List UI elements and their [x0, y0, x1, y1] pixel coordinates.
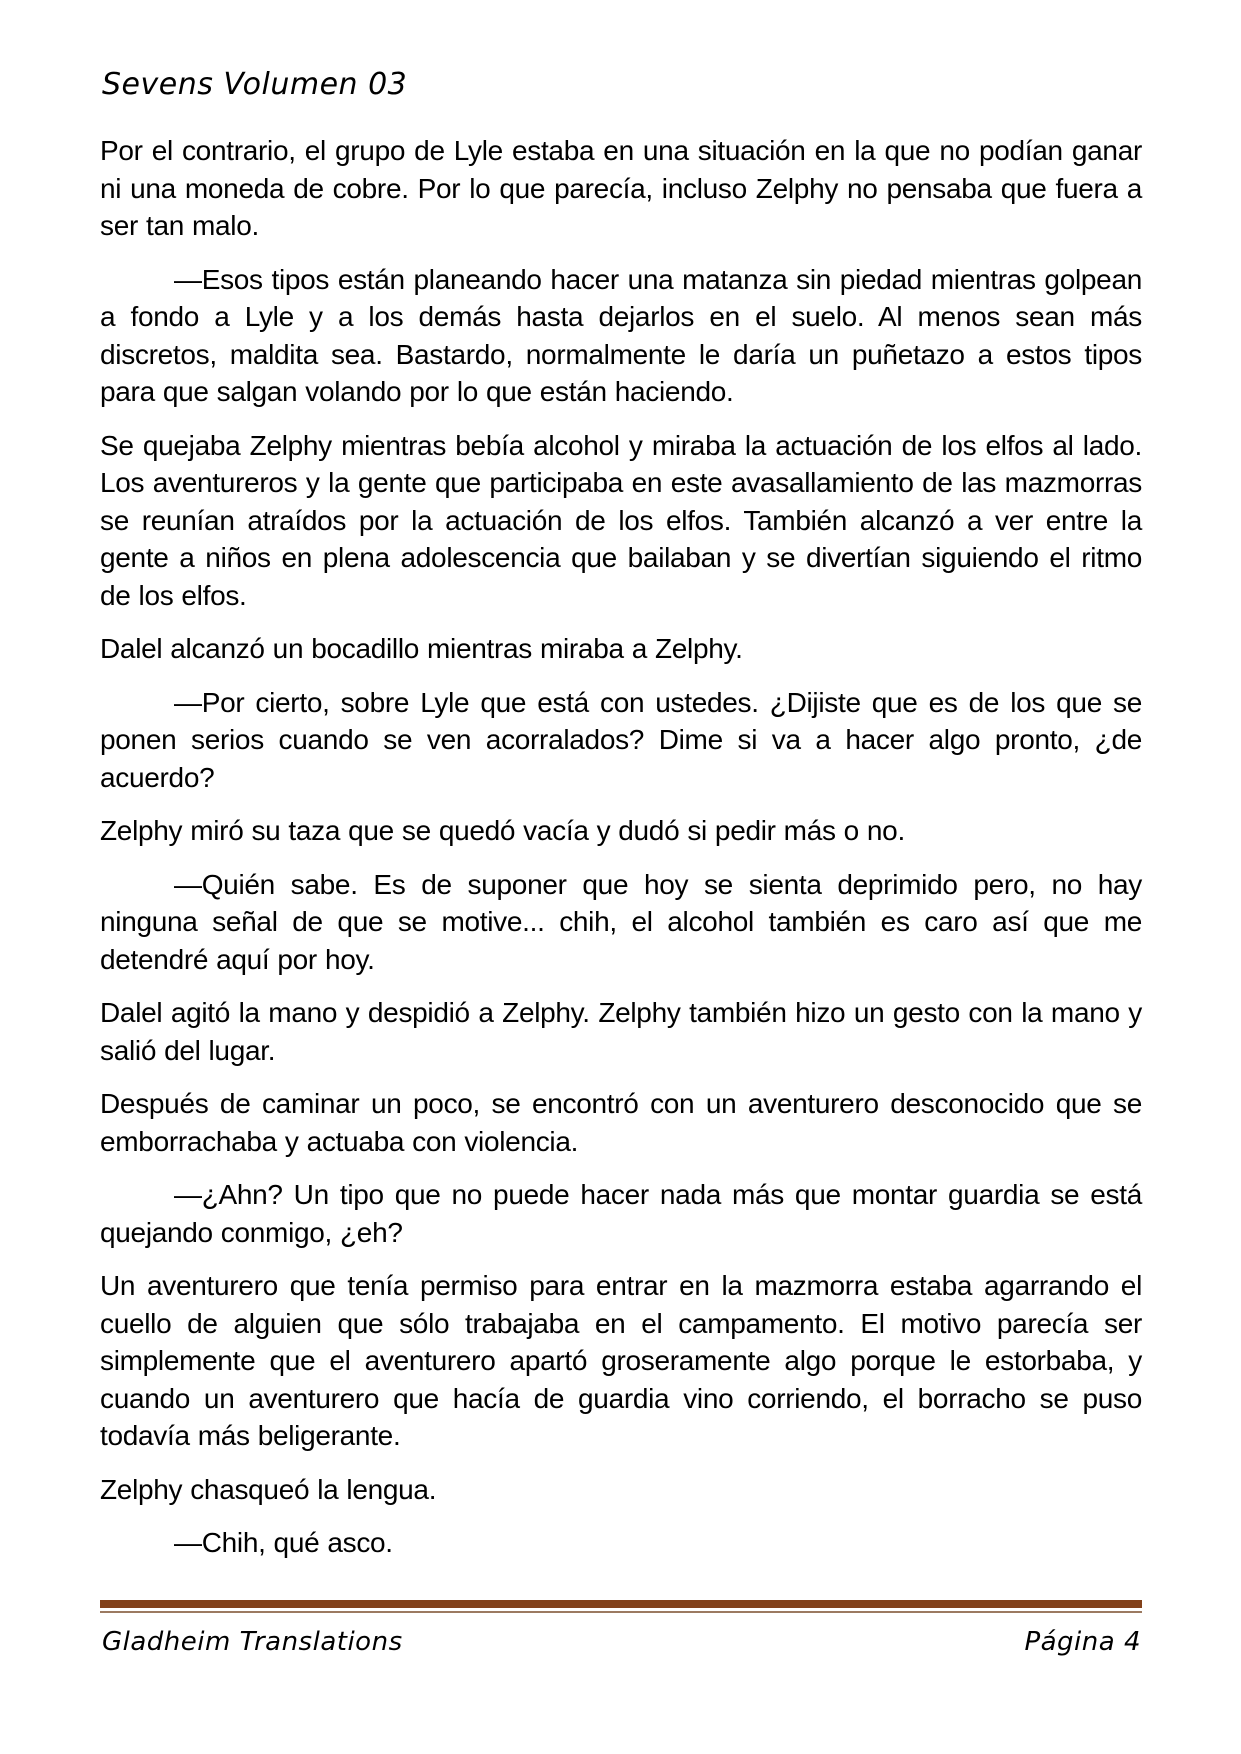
paragraph: —Chih, qué asco. [174, 1527, 393, 1558]
header-title: Sevens Volumen 03 [102, 67, 408, 102]
paragraph: —Esos tipos están planeando hacer una matanza sin piedad mientras golpean a fondo a Lyle y a los demás hasta dejarlos en el suelo. Al menos sean más discretos, maldita sea. Bastardo, normalmente le daría un puñetazo a estos tipos para que salgan volando por lo que están haciendo. [100, 263, 1142, 407]
paragraph: Después de caminar un poco, se encontró con un aventurero desconocido que se emborrachaba y actuaba con violencia. [100, 1088, 1142, 1157]
paragraph: Se quejaba Zelphy mientras bebía alcohol y miraba la actuación de los elfos al lado. Los aventureros y la gente que participaba en este avasallamiento de las mazmorras se reunían atraídos por la actuación de los elfos. También alcanzó a ver entre la gente a niños en plena adolescencia que bailaban y se divertían siguiendo el ritmo de los elfos. [100, 429, 1142, 611]
paragraph: Zelphy miró su taza que se quedó vacía y dudó si pedir más o no. [100, 815, 905, 846]
footer-rule [100, 1600, 1142, 1613]
page-footer [102, 1626, 1141, 1658]
page-body [100, 132, 1142, 1578]
paragraph: Por el contrario, el grupo de Lyle estaba en una situación en la que no podían ganar ni una moneda de cobre. Por lo que parecía, incluso Zelphy no pensaba que fuera a ser tan malo. [100, 135, 1142, 241]
page-header [102, 68, 1141, 102]
paragraph: Un aventurero que tenía permiso para entrar en la mazmorra estaba agarrando el cuello de alguien que sólo trabajaba en el campamento. El motivo parecía ser simplemente que el aventurero apartó groseramente algo porque le estorbaba, y cuando un aventurero que hacía de guardia vino corriendo, el borracho se puso todavía más beligerante. [100, 1270, 1142, 1451]
paragraph: —Quién sabe. Es de suponer que hoy se sienta deprimido pero, no hay ninguna señal de que se motive... chih, el alcohol también es caro así que me detendré aquí por hoy. [100, 868, 1142, 975]
paragraph: —Por cierto, sobre Lyle que está con ustedes. ¿Dijiste que es de los que se ponen serios cuando se ven acorralados? Dime si va a hacer algo pronto, ¿de acuerdo? [100, 686, 1142, 793]
paragraph: Dalel alcanzó un bocadillo mientras miraba a Zelphy. [100, 633, 743, 664]
footer-rule-line [100, 1611, 1142, 1613]
paragraph: —¿Ahn? Un tipo que no puede hacer nada más que montar guardia se está quejando conmigo, ¿eh? [100, 1179, 1142, 1248]
paragraph: Zelphy chasqueó la lengua. [100, 1473, 437, 1505]
footer-page-number: Página 4 [1024, 1627, 1141, 1657]
footer-rule-bar [100, 1600, 1142, 1608]
footer-translator-credit: Gladheim Translations [102, 1627, 403, 1657]
paragraph: Dalel agitó la mano y despidió a Zelphy. Zelphy también hizo un gesto con la mano y salió del lugar. [100, 997, 1142, 1066]
